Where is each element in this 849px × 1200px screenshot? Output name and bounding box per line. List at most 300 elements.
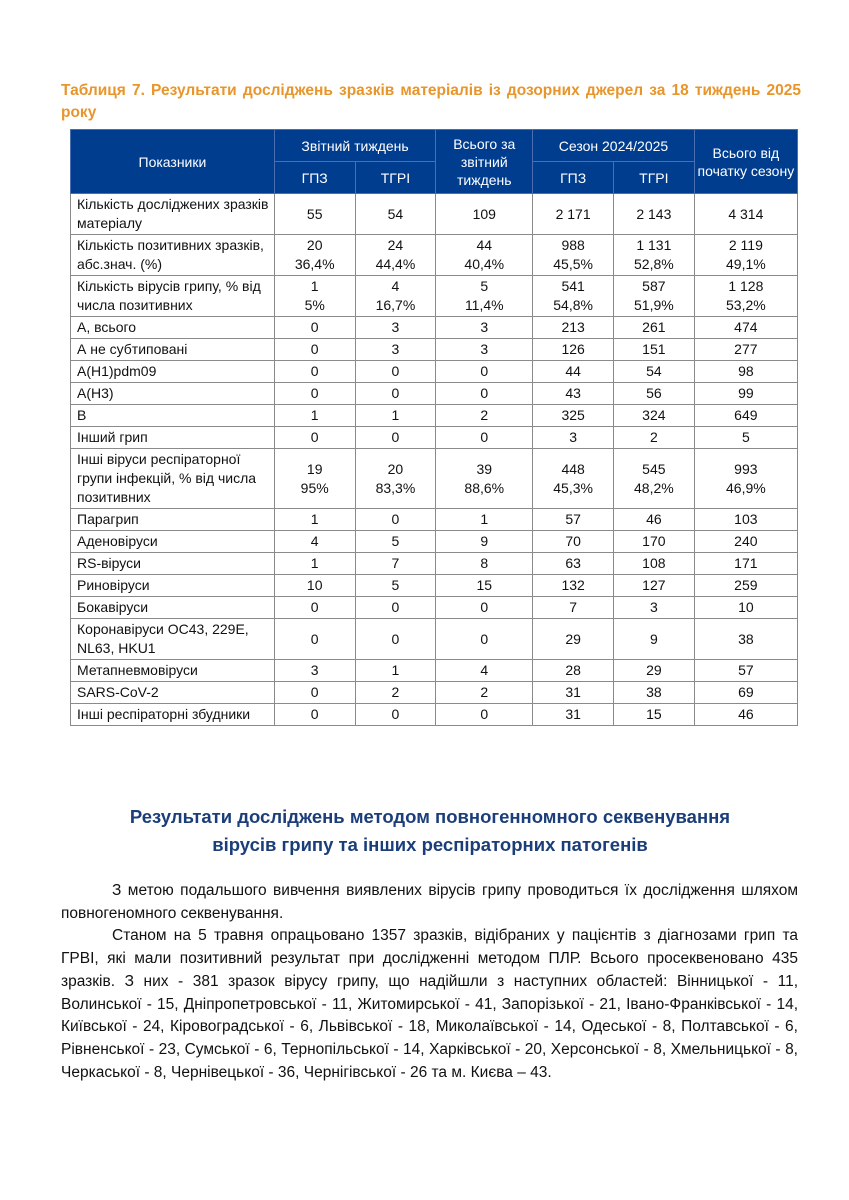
cell-percent: 46,9% (726, 479, 766, 496)
table-cell (355, 339, 436, 361)
cell-value: 2 119 (728, 237, 763, 253)
cell-value: 9 (480, 533, 489, 549)
table-cell (355, 449, 436, 509)
table-cell (533, 361, 614, 383)
table-cell (533, 704, 614, 726)
cell-value: 132 (561, 577, 585, 593)
table-cell (694, 553, 797, 575)
table-row (71, 427, 798, 449)
cell-percent: 83,3% (375, 479, 416, 496)
table-cell (436, 660, 533, 682)
cell-value: 20 (387, 460, 404, 477)
table-cell (613, 509, 694, 531)
cell-value: 541 (561, 278, 585, 294)
table-cell (274, 339, 355, 361)
cell-value: 649 (734, 407, 758, 423)
cell-value: 63 (565, 555, 581, 571)
cell-value: 10 (738, 599, 754, 615)
cell-value: 44 (476, 237, 493, 253)
table-cell (355, 619, 436, 660)
cell-value: 213 (561, 319, 585, 335)
row-label: Коронавіруси OC43, 229E, NL63, HKU1 (71, 619, 275, 660)
header-indicators: Показники (71, 130, 275, 194)
row-label: А(H3) (71, 383, 275, 405)
table-cell (436, 449, 533, 509)
header-season-gpz: ГПЗ (533, 162, 614, 194)
cell-percent: 51,9% (634, 297, 674, 313)
table-row (71, 449, 798, 509)
cell-value: 57 (738, 662, 754, 678)
row-label: Інші респіраторні збудники (71, 704, 275, 726)
cell-value: 15 (476, 577, 493, 593)
cell-percent: 54,8% (553, 297, 593, 313)
table-row (71, 704, 798, 726)
cell-value: 8 (480, 555, 489, 571)
cell-value: 3 (480, 319, 489, 335)
cell-value: 1 (391, 662, 400, 678)
table-cell (355, 509, 436, 531)
cell-value: 2 (480, 407, 489, 423)
table-cell (533, 619, 614, 660)
cell-value: 28 (565, 662, 581, 678)
table-row (71, 235, 798, 276)
header-report-week: Звітний тиждень (274, 130, 435, 162)
cell-value: 0 (391, 599, 400, 615)
table-cell (274, 361, 355, 383)
cell-value: 3 (569, 429, 578, 445)
cell-value: 1 (310, 511, 319, 527)
paragraph-2: Станом на 5 травня опрацьовано 1357 зразків, відібраних у пацієнтів з діагнозами грип та ГРВІ, які мали позитивний результат при дослідженні методом ПЛР. Всього просеквеновано 435 зразків. З них - 381 зразок вірусу грипу, що надійшли з наступних областей: Вінницької - 11, Волинської - 15, Дніпропетровської - 11, Житомирської - 41, Запорізької - 21, Івано-Франківської - 14, Київської - 24, Кіровоградської - 6, Львівської - 18, Миколаївської - 14, Одеської - 8, Полтавської - 6, Рівненської - 23, Сумської - 6, Тернопільської - 14, Харківської - 20, Херсонської - 8, Хмельницької - 8, Черкаської - 8, Чернівецької - 36, Чернігівської - 26 та м. Києва – 43. (61, 927, 798, 1081)
cell-value: 1 131 (636, 237, 672, 253)
table-cell (694, 682, 797, 704)
row-label: Парагрип (71, 509, 275, 531)
table-cell (533, 194, 614, 235)
cell-value: 56 (646, 385, 662, 401)
cell-value: 0 (310, 684, 319, 700)
table-caption: Таблиця 7. Результати досліджень зразків матеріалів із дозорних джерел за 18 тиждень 2025 року (61, 82, 801, 121)
table-cell (355, 575, 436, 597)
table-cell (274, 276, 355, 317)
table-cell (436, 235, 533, 276)
cell-value: 3 (649, 599, 658, 615)
cell-percent: 45,3% (553, 479, 593, 496)
cell-value: 240 (734, 533, 758, 549)
table-cell (274, 619, 355, 660)
cell-value: 3 (391, 319, 400, 335)
table-cell (613, 597, 694, 619)
table-cell (694, 194, 797, 235)
table-row (71, 509, 798, 531)
table-cell (694, 276, 797, 317)
cell-value: 448 (561, 460, 585, 477)
cell-value: 0 (391, 385, 400, 401)
table-cell (355, 427, 436, 449)
cell-value: 0 (391, 363, 400, 379)
cell-value: 127 (642, 577, 666, 593)
cell-value: 2 (391, 684, 400, 700)
table-cell (613, 553, 694, 575)
table-cell (436, 619, 533, 660)
table-cell (533, 383, 614, 405)
table-cell (533, 575, 614, 597)
table-cell (274, 597, 355, 619)
section-title-line-1: Результати досліджень методом повногенномного секвенування (129, 806, 731, 827)
cell-value: 1 (310, 407, 319, 423)
cell-value: 103 (734, 511, 758, 527)
table-cell (436, 194, 533, 235)
table-cell (533, 235, 614, 276)
cell-value: 99 (738, 385, 754, 401)
table-cell (274, 704, 355, 726)
table-cell (436, 427, 533, 449)
table-cell (694, 361, 797, 383)
section-title-line-2: вірусів грипу та інших респіраторних патогенів (212, 834, 648, 855)
cell-value: 38 (738, 630, 754, 647)
cell-value: 0 (310, 429, 319, 445)
table-cell (436, 704, 533, 726)
cell-value: 69 (738, 684, 754, 700)
table-cell (613, 427, 694, 449)
table-cell (694, 427, 797, 449)
table-cell (274, 427, 355, 449)
table-cell (694, 383, 797, 405)
results-table (70, 129, 798, 726)
cell-value: 19 (306, 460, 323, 477)
cell-value: 43 (565, 385, 581, 401)
cell-value: 5 (480, 278, 489, 294)
table-cell (355, 235, 436, 276)
cell-value: 170 (642, 533, 666, 549)
table-cell (355, 276, 436, 317)
table-cell (694, 235, 797, 276)
table-row (71, 339, 798, 361)
cell-value: 9 (649, 630, 658, 647)
table-cell (694, 597, 797, 619)
cell-value: 0 (480, 363, 489, 379)
table-cell (613, 383, 694, 405)
cell-value: 20 (306, 237, 323, 253)
cell-value: 39 (476, 460, 493, 477)
table-cell (613, 361, 694, 383)
table-cell (355, 383, 436, 405)
table-cell (533, 339, 614, 361)
table-cell (533, 427, 614, 449)
table-cell (613, 194, 694, 235)
cell-value: 1 (480, 511, 489, 527)
table-cell (274, 405, 355, 427)
table-cell (274, 575, 355, 597)
cell-value: 109 (472, 205, 496, 222)
header-tgri: ТГРІ (355, 162, 436, 194)
cell-value: 0 (480, 706, 489, 722)
header-total-season: Всього від початку сезону (694, 130, 797, 194)
cell-value: 0 (480, 599, 489, 615)
cell-value: 324 (642, 407, 666, 423)
table-cell (355, 361, 436, 383)
table-cell (274, 682, 355, 704)
table-row (71, 276, 798, 317)
cell-value: 5 (741, 429, 750, 445)
table-cell (694, 449, 797, 509)
table-cell (436, 361, 533, 383)
header-season: Сезон 2024/2025 (533, 130, 694, 162)
table-cell (436, 383, 533, 405)
table-row (71, 317, 798, 339)
row-label: Аденовіруси (71, 531, 275, 553)
cell-value: 259 (734, 577, 758, 593)
cell-value: 0 (310, 319, 319, 335)
cell-value: 3 (391, 341, 400, 357)
row-label: А, всього (71, 317, 275, 339)
cell-value: 0 (310, 706, 319, 722)
table-row (71, 597, 798, 619)
table-cell (613, 405, 694, 427)
table-cell (355, 597, 436, 619)
cell-value: 0 (310, 599, 319, 615)
table-cell (436, 531, 533, 553)
table-cell (533, 660, 614, 682)
table-cell (533, 317, 614, 339)
cell-value: 4 (391, 278, 400, 294)
cell-percent: 88,6% (464, 479, 505, 496)
header-gpz: ГПЗ (274, 162, 355, 194)
row-label: А не субтиповані (71, 339, 275, 361)
cell-value: 2 171 (555, 205, 591, 222)
cell-value: 29 (646, 662, 662, 678)
cell-value: 29 (565, 630, 581, 647)
row-label: SARS-CoV-2 (71, 682, 275, 704)
cell-value: 0 (310, 385, 319, 401)
table-cell (274, 531, 355, 553)
table-cell (355, 553, 436, 575)
table-cell (274, 383, 355, 405)
cell-value: 0 (310, 363, 319, 379)
table-cell (533, 509, 614, 531)
table-cell (533, 597, 614, 619)
cell-value: 46 (738, 706, 754, 722)
table-cell (533, 682, 614, 704)
cell-value: 5 (391, 533, 400, 549)
cell-value: 0 (391, 630, 400, 647)
table-cell (355, 660, 436, 682)
cell-percent: 49,1% (726, 256, 766, 272)
table-cell (694, 704, 797, 726)
table-cell (613, 682, 694, 704)
row-label: Бокавіруси (71, 597, 275, 619)
cell-percent: 95% (300, 479, 329, 496)
cell-value: 31 (565, 684, 581, 700)
cell-value: 1 (310, 555, 319, 571)
table-cell (694, 405, 797, 427)
cell-value: 46 (646, 511, 662, 527)
row-label: Інший грип (71, 427, 275, 449)
table-cell (274, 194, 355, 235)
row-label: Інші віруси респіраторної групи інфекцій, % від числа позитивних (71, 449, 275, 509)
cell-value: 993 (734, 460, 758, 477)
row-label: Кількість позитивних зразків, абс.знач. (%) (71, 235, 275, 276)
table-row (71, 383, 798, 405)
table-row (71, 575, 798, 597)
table-cell (694, 509, 797, 531)
table-cell (533, 405, 614, 427)
cell-value: 10 (306, 577, 323, 593)
body-text (61, 880, 798, 1084)
cell-value: 3 (480, 341, 489, 357)
cell-value: 545 (642, 460, 666, 477)
cell-value: 2 (480, 684, 489, 700)
table-cell (436, 682, 533, 704)
cell-value: 44 (565, 363, 581, 379)
table-cell (436, 276, 533, 317)
table-cell (613, 531, 694, 553)
table-cell (613, 619, 694, 660)
cell-value: 0 (310, 341, 319, 357)
table-cell (533, 531, 614, 553)
table-cell (533, 276, 614, 317)
cell-value: 171 (734, 555, 758, 571)
cell-value: 54 (387, 205, 404, 222)
cell-value: 24 (387, 237, 404, 253)
cell-value: 108 (642, 555, 666, 571)
row-label: А(H1)pdm09 (71, 361, 275, 383)
cell-value: 4 (310, 533, 319, 549)
table-cell (694, 339, 797, 361)
cell-value: 31 (565, 706, 581, 722)
cell-value: 1 (391, 407, 400, 423)
table-cell (613, 339, 694, 361)
cell-percent: 48,2% (634, 479, 674, 496)
cell-value: 15 (646, 706, 662, 722)
table-cell (694, 531, 797, 553)
cell-value: 7 (391, 555, 400, 571)
table-cell (274, 553, 355, 575)
cell-value: 2 (649, 429, 658, 445)
table-row (71, 361, 798, 383)
cell-value: 57 (565, 511, 581, 527)
table-cell (436, 339, 533, 361)
table-row (71, 619, 798, 660)
cell-value: 5 (391, 577, 400, 593)
table-cell (274, 509, 355, 531)
row-label: Кількість вірусів грипу, % від числа позитивних (71, 276, 275, 317)
cell-value: 54 (646, 363, 662, 379)
cell-value: 1 (310, 278, 319, 294)
cell-value: 0 (480, 630, 489, 647)
table-cell (694, 317, 797, 339)
table-cell (355, 194, 436, 235)
cell-percent: 5% (304, 297, 325, 313)
table-cell (274, 449, 355, 509)
cell-value: 0 (480, 385, 489, 401)
cell-value: 587 (642, 278, 666, 294)
row-label: Кількість досліджених зразків матеріалу (71, 194, 275, 235)
table-cell (355, 317, 436, 339)
table-row (71, 531, 798, 553)
table-cell (436, 509, 533, 531)
table-row (71, 553, 798, 575)
cell-value: 4 (480, 662, 489, 678)
row-label: Риновіруси (71, 575, 275, 597)
table-cell (436, 597, 533, 619)
table-cell (355, 682, 436, 704)
table-row (71, 194, 798, 235)
section-title (80, 803, 780, 859)
cell-value: 0 (480, 429, 489, 445)
table-row (71, 660, 798, 682)
cell-value: 7 (569, 599, 578, 615)
table-row (71, 405, 798, 427)
table-cell (355, 405, 436, 427)
table-cell (613, 660, 694, 682)
paragraph-1: З метою подальшого вивчення виявлених вірусів грипу проводиться їх дослідження шляхом повногеномного секвенування. (61, 882, 798, 922)
table-cell (274, 235, 355, 276)
cell-percent: 44,4% (375, 256, 416, 272)
table-body (71, 194, 798, 726)
table-cell (355, 704, 436, 726)
cell-value: 38 (646, 684, 662, 700)
cell-value: 261 (642, 319, 666, 335)
table-cell (613, 317, 694, 339)
cell-value: 0 (391, 706, 400, 722)
table-cell (436, 553, 533, 575)
cell-percent: 52,8% (634, 256, 674, 272)
cell-value: 988 (561, 237, 585, 253)
cell-percent: 45,5% (553, 256, 593, 272)
table-cell (613, 704, 694, 726)
table-cell (533, 449, 614, 509)
table-cell (613, 449, 694, 509)
cell-value: 325 (561, 407, 585, 423)
table-cell (694, 575, 797, 597)
cell-percent: 36,4% (294, 256, 335, 272)
row-label: Метапневмовіруси (71, 660, 275, 682)
cell-percent: 11,4% (464, 297, 504, 313)
table-cell (274, 660, 355, 682)
cell-value: 55 (306, 205, 323, 222)
table-cell (694, 619, 797, 660)
cell-value: 70 (565, 533, 581, 549)
cell-percent: 40,4% (464, 256, 505, 272)
header-total-week: Всього за звітний тиждень (436, 130, 533, 194)
cell-percent: 53,2% (726, 297, 766, 313)
table-cell (436, 317, 533, 339)
table-cell (355, 531, 436, 553)
cell-value: 0 (310, 630, 319, 647)
cell-value: 151 (642, 341, 666, 357)
row-label: В (71, 405, 275, 427)
table-cell (613, 276, 694, 317)
cell-value: 1 128 (728, 278, 764, 294)
table-cell (436, 575, 533, 597)
row-label: RS-віруси (71, 553, 275, 575)
cell-value: 126 (561, 341, 585, 357)
table-cell (613, 575, 694, 597)
cell-value: 4 314 (728, 205, 764, 222)
cell-value: 0 (391, 429, 400, 445)
cell-value: 98 (738, 363, 754, 379)
cell-value: 3 (310, 662, 319, 678)
cell-percent: 16,7% (375, 297, 416, 313)
table-cell (436, 405, 533, 427)
cell-value: 277 (734, 341, 758, 357)
cell-value: 0 (391, 511, 400, 527)
header-season-tgri: ТГРІ (613, 162, 694, 194)
table-cell (613, 235, 694, 276)
cell-value: 474 (734, 319, 758, 335)
table-row (71, 682, 798, 704)
table-cell (533, 553, 614, 575)
table-cell (694, 660, 797, 682)
